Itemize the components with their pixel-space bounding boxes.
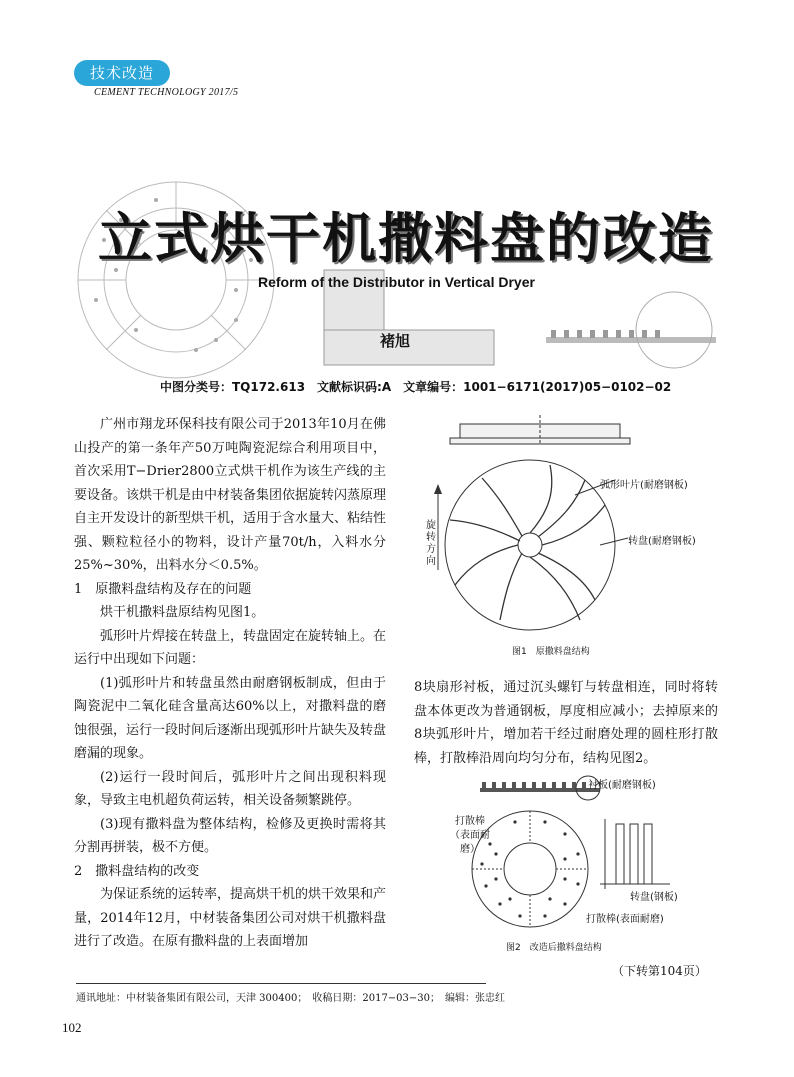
figure-2-label-liner: 衬板(耐磨钢板) <box>588 780 656 791</box>
author-name: 褚旭 <box>380 332 411 350</box>
paragraph: 烘干机撒料盘原结构见图1。 <box>100 605 265 620</box>
figure-1-caption: 图1 原撒料盘结构 <box>512 647 590 657</box>
journal-name: CEMENT TECHNOLOGY 2017/5 <box>94 87 239 98</box>
paragraph: 广州市翔龙环保科技有限公司于2013年10月在佛山投产的第一条年产50万吨陶瓷泥综合利用项目中，首次采用T−Drier2800立式烘干机作为该生产线的主要设备。该烘干机是由中材装备集团依据旋转闪蒸原理自主开发设计的新型烘干机，适用于含水量大、粘结性强、颗粒粒径小的物料，设计产量70t/h，入料水分25%~30%，出料水分＜0.5%。 <box>74 417 387 573</box>
paragraph: (3)现有撒料盘为整体结构，检修及更换时需将其分割再拼装，极不方便。 <box>74 816 386 855</box>
figure-2-caption: 图2 改造后撒料盘结构 <box>506 943 602 953</box>
figure-1-label-disc: 转盘(耐磨钢板) <box>628 536 696 547</box>
paragraph: 为保证系统的运转率，提高烘干机的烘干效果和产量，2014年12月，中材装备集团公司对烘干机撒料盘进行了改造。在原有撒料盘的上表面增加 <box>74 887 387 949</box>
footnote-divider <box>76 983 486 984</box>
figure-1-label-blade: 弧形叶片(耐磨钢板) <box>600 480 688 491</box>
footnote: 通讯地址：中材装备集团有限公司，天津 300400； 收稿日期：2017−03−30； 编辑：张忠红 <box>76 993 506 1004</box>
figure-1-label-rotation: 旋转方向 <box>426 520 436 567</box>
page-number: 102 <box>62 1020 82 1035</box>
figure-2-label-rod: 打散棒（表面耐磨） <box>450 816 490 855</box>
paragraph: (1)弧形叶片和转盘虽然由耐磨钢板制成，但由于陶瓷泥中二氧化硅含量高达60%以上，对撒料盘的磨蚀很强，运行一段时间后逐渐出现弧形叶片缺失及转盘磨漏的现象。 <box>74 675 387 761</box>
article-subtitle-en: Reform of the Distributor in Vertical Dryer <box>258 274 535 290</box>
figure-1-diagram <box>420 410 730 640</box>
section-heading: 2 撒料盘结构的改变 <box>74 863 200 879</box>
section-tag: 技术改造 <box>74 60 170 86</box>
figure-2-label-rod-side: 打散棒(表面耐磨) <box>586 914 664 925</box>
paragraph: 8块扇形衬板，通过沉头螺钉与转盘相连，同时将转盘本体更改为普通钢板，厚度相应减小；去掉原来的8块弧形叶片，增加若干经过耐磨处理的圆柱形打散棒，打散棒沿周向均匀分布，结构见图2。 <box>414 680 718 766</box>
article-title: 立式烘干机撒料盘的改造 <box>98 207 714 270</box>
section-heading: 1 原撒料盘结构及存在的问题 <box>74 581 252 597</box>
classification-line: 中图分类号：TQ172.613 文献标识码:A 文章编号：1001−6171(2017)05−0102−02 <box>160 380 672 394</box>
paragraph: 弧形叶片焊接在转盘上，转盘固定在旋转轴上。在运行中出现如下问题： <box>74 628 387 667</box>
paragraph: (2)运行一段时间后，弧形叶片之间出现积料现象，导致主电机超负荷运转，相关设备频繁跳停。 <box>74 769 386 808</box>
continued-note: （下转第104页） <box>612 964 707 978</box>
figure-2-label-disc: 转盘(钢板) <box>630 892 678 903</box>
right-column <box>414 676 718 770</box>
left-column <box>74 413 386 954</box>
